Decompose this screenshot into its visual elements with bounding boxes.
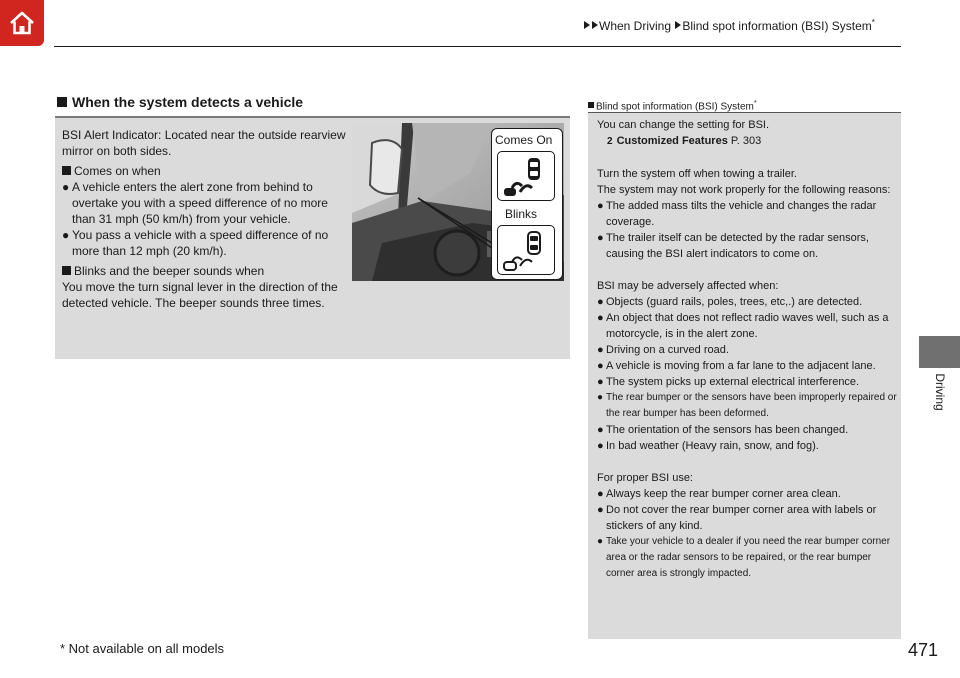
note-body <box>597 117 897 582</box>
label-blinks: Blinks <box>505 207 538 221</box>
note-marker-icon <box>588 102 594 108</box>
section-title-text: When the system detects a vehicle <box>72 94 304 110</box>
note-bullet: ● A vehicle is moving from a far lane to the adjacent lane. <box>597 360 876 372</box>
note-bullet: ● The system picks up external electrical interference. <box>597 376 860 388</box>
note-paragraph: For proper BSI use: <box>597 472 693 484</box>
note-bullet: ● The rear bumper or the sensors have been improperly repaired or the rear bumper has been deformed. <box>597 392 897 419</box>
note-bullet: ● The orientation of the sensors has been changed. <box>597 424 849 436</box>
note-bullet: ● The trailer itself can be detected by the radar sensors, causing the BSI alert indicators to come on. <box>597 232 869 260</box>
subheading-comes-on: Comes on when <box>62 163 352 179</box>
note-bullet: ● Driving on a curved road. <box>597 344 729 356</box>
cross-reference-page: P. 303 <box>730 135 762 147</box>
note-bullet: ● In bad weather (Heavy rain, snow, and fog). <box>597 440 819 452</box>
main-text <box>62 127 352 311</box>
breadcrumb-footnote-mark: * <box>871 18 875 27</box>
note-title-footnote-mark: * <box>753 100 757 107</box>
header-rule <box>54 46 901 47</box>
home-button[interactable] <box>0 0 44 46</box>
subheading-blinks: Blinks and the beeper sounds when <box>62 263 352 279</box>
note-bullet: ● Always keep the rear bumper corner area clean. <box>597 488 841 500</box>
chapter-tab-label: Driving <box>933 373 947 411</box>
label-comes-on: Comes On <box>495 133 553 147</box>
note-intro: You can change the setting for BSI. <box>597 119 770 131</box>
note-bullet: ● Take your vehicle to a dealer if you need the rear bumper corner area or the radar sensors to be repaired, or the rear bumper corner area is strongly impacted. <box>597 536 891 579</box>
footnote: * Not available on all models <box>60 641 225 656</box>
chapter-tab-marker[interactable] <box>919 336 960 368</box>
note-bullet: ● Objects (guard rails, poles, trees, etc,.) are detected. <box>597 296 863 308</box>
note-bullet: ● An object that does not reflect radio waves well, such as a motorcycle, is in the alert zone. <box>597 312 889 340</box>
page-number: 471 <box>908 640 939 660</box>
indicator-callout <box>491 128 563 280</box>
cross-reference-icon: 2 <box>607 136 613 147</box>
intro-text: BSI Alert Indicator: Located near the outside rearview mirror on both sides. <box>62 128 346 158</box>
section-title <box>57 94 303 110</box>
bullet-item: ● A vehicle enters the alert zone from behind to overtake you with a speed difference of no more than 31 mph (50 km/h) from your vehicle. <box>62 180 328 226</box>
note-title: Blind spot information (BSI) System <box>596 101 754 113</box>
side-note-box <box>588 97 901 639</box>
bsi-indicator-on-icon <box>497 151 555 201</box>
note-paragraph: Turn the system off when towing a trailer. <box>597 168 797 180</box>
note-paragraph: BSI may be adversely affected when: <box>597 280 779 292</box>
cross-reference-label: Customized Features <box>616 135 728 147</box>
blinks-text: You move the turn signal lever in the direction of the detected vehicle. The beeper sounds three times. <box>62 280 338 310</box>
note-header <box>588 97 901 113</box>
bullet-item: ● You pass a vehicle with a speed difference of no more than 12 mph (20 km/h). <box>62 228 329 258</box>
note-bullet: ● The added mass tilts the vehicle and changes the radar coverage. <box>597 200 877 228</box>
main-content-box <box>55 116 570 359</box>
home-icon <box>7 8 37 38</box>
breadcrumb-item-when-driving[interactable]: When Driving <box>599 19 672 33</box>
breadcrumb-item-bsi[interactable]: Blind spot information (BSI) System <box>682 19 872 33</box>
note-paragraph: The system may not work properly for the following reasons: <box>597 184 891 196</box>
note-bullet: ● Do not cover the rear bumper corner area with labels or stickers of any kind. <box>597 504 877 532</box>
breadcrumb <box>583 18 875 33</box>
bsi-indicator-blink-icon <box>497 225 555 275</box>
cross-reference[interactable] <box>597 133 897 150</box>
